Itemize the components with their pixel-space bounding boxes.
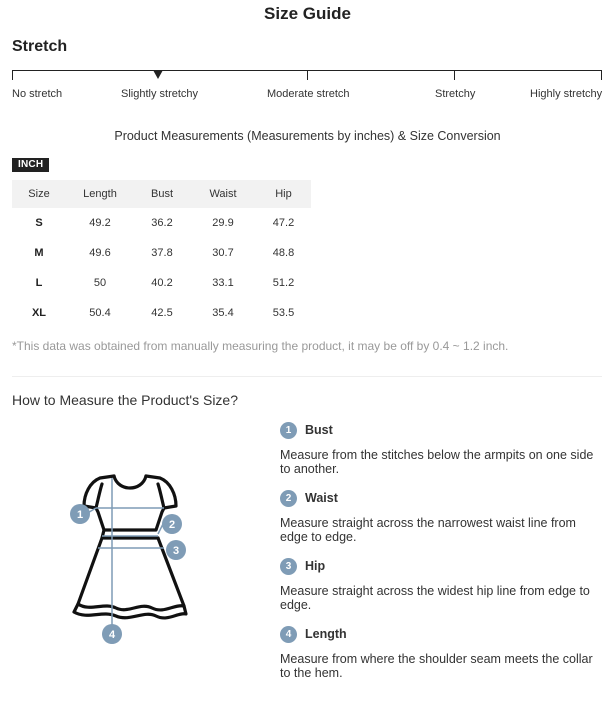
hip-cell: 47.2 — [272, 217, 295, 229]
marker-3-label: 3 — [172, 545, 180, 557]
stretch-label-highly: Highly stretchy — [530, 88, 603, 100]
length-cell: 49.2 — [89, 217, 111, 229]
table-row — [12, 238, 311, 268]
waist-cell: 33.1 — [212, 277, 234, 289]
size-cell: XL — [31, 307, 47, 319]
hip-cell: 51.2 — [272, 277, 295, 289]
marker-4-label: 4 — [108, 629, 116, 641]
step-title: Length — [305, 627, 347, 641]
stretch-label-none: No stretch — [12, 88, 63, 100]
scale-tick — [454, 70, 455, 80]
stretch-label-moderate: Moderate stretch — [267, 88, 350, 100]
step-description: Measure straight across the widest hip line from edge to edge. — [280, 584, 590, 612]
measure-step-hip — [280, 558, 602, 612]
dress-diagram — [60, 462, 200, 652]
step-number-badge: 3 — [280, 558, 297, 575]
size-cell: S — [35, 217, 43, 229]
scale-tick — [307, 70, 308, 80]
column-header-hip: Hip — [256, 180, 311, 208]
table-header-row — [12, 180, 311, 208]
bust-cell: 37.8 — [151, 247, 173, 259]
left-sleeve-seam — [96, 484, 102, 508]
table-row — [12, 208, 311, 238]
step-description: Measure straight across the narrowest waist line from edge to edge. — [280, 516, 576, 544]
size-cell: L — [35, 277, 43, 289]
stretch-label-stretchy: Stretchy — [435, 88, 476, 100]
step-number-badge: 2 — [280, 490, 297, 507]
size-table — [12, 180, 311, 328]
measure-step-bust — [280, 422, 602, 476]
step-number-badge: 1 — [280, 422, 297, 439]
measure-step-waist — [280, 490, 602, 544]
stretch-heading: Stretch — [12, 38, 68, 55]
length-cell: 50 — [93, 277, 107, 289]
step-number-badge: 4 — [280, 626, 297, 643]
step-description: Measure from where the shoulder seam meets the collar to the hem. — [280, 652, 593, 680]
step-title: Bust — [305, 423, 333, 437]
step-title: Hip — [305, 559, 326, 573]
stretch-selected-marker — [153, 70, 163, 79]
step-title: Waist — [305, 491, 338, 505]
marker-2-label: 2 — [168, 519, 176, 531]
hip-cell: 48.8 — [272, 247, 295, 259]
step-description: Measure from the stitches below the armpits on one side to another. — [280, 448, 594, 476]
length-cell: 50.4 — [89, 307, 111, 319]
size-cell: M — [34, 247, 44, 259]
stretch-label-slight: Slightly stretchy — [121, 88, 199, 100]
bust-cell: 40.2 — [151, 277, 173, 289]
section-divider — [12, 376, 602, 377]
dress-neckline — [114, 476, 146, 488]
page-title: Size Guide — [264, 4, 351, 23]
bust-cell: 36.2 — [151, 217, 173, 229]
hip-cell: 53.5 — [272, 307, 295, 319]
waist-cell: 30.7 — [212, 247, 234, 259]
table-row — [12, 268, 311, 298]
scale-tick — [12, 70, 13, 80]
length-cell: 49.6 — [89, 247, 111, 259]
column-header-length: Length — [66, 180, 134, 208]
dress-skirt — [78, 530, 184, 610]
waist-cell: 35.4 — [212, 307, 234, 319]
measure-step-length — [280, 626, 602, 680]
column-header-size: Size — [12, 180, 66, 208]
right-sleeve-seam — [158, 484, 164, 508]
column-header-waist: Waist — [190, 180, 256, 208]
measurements-subtitle: Product Measurements (Measurements by inches) & Size Conversion — [114, 129, 501, 143]
column-header-bust: Bust — [134, 180, 190, 208]
table-row — [12, 298, 311, 328]
waist-cell: 29.9 — [212, 217, 234, 229]
bust-cell: 42.5 — [151, 307, 173, 319]
measurement-disclaimer: *This data was obtained from manually measuring the product, it may be off by 0.4 ~ 1.2 inch. — [12, 339, 509, 353]
how-to-measure-heading: How to Measure the Product's Size? — [12, 392, 239, 408]
scale-tick — [601, 70, 602, 80]
marker-1-label: 1 — [76, 509, 84, 521]
unit-badge: INCH — [12, 158, 49, 172]
